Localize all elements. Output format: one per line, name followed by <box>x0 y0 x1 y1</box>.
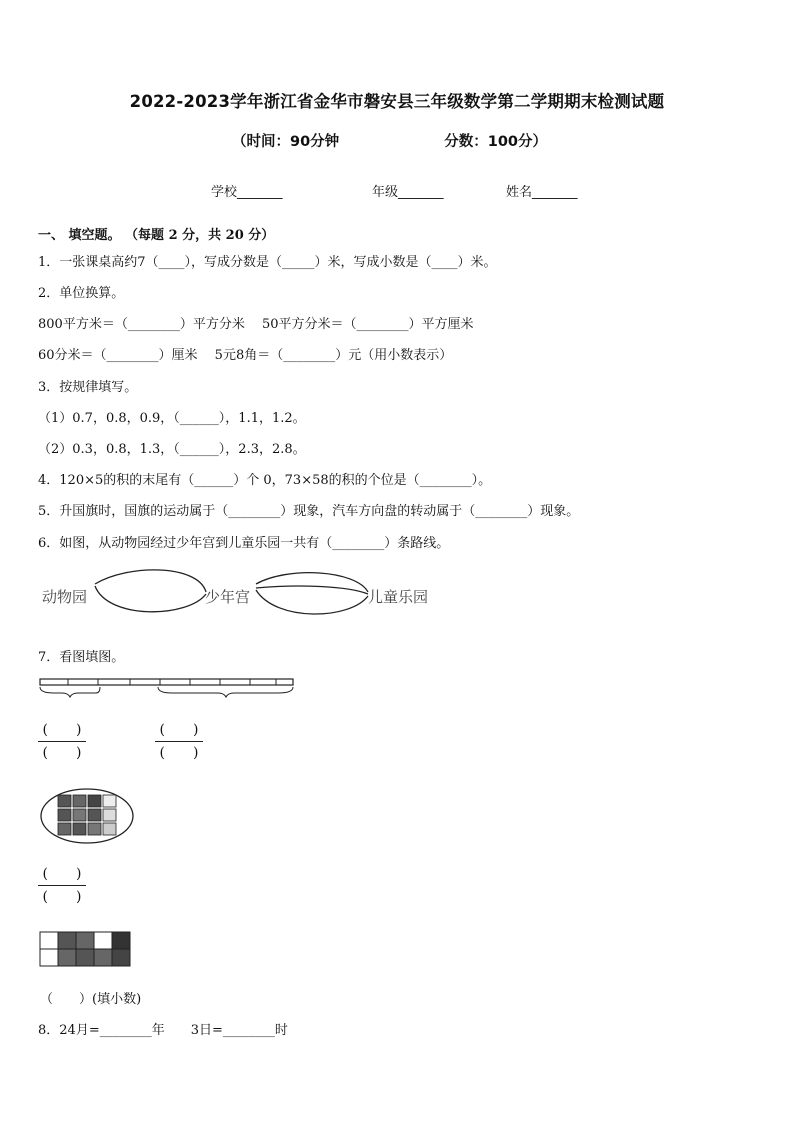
score-label: 分数：100分） <box>444 134 548 150</box>
ellipse-grid-figure <box>38 786 136 846</box>
route-diagram <box>38 562 458 626</box>
left-brace <box>40 687 100 697</box>
right-brace <box>158 687 293 697</box>
question-3-title: 3．按规律填写。 <box>38 380 138 395</box>
question-8: 8．24月=________年 3日=________时 <box>38 1023 288 1038</box>
denominator-blank: ( ) <box>42 889 82 905</box>
denominator-blank: ( ) <box>159 745 199 761</box>
fraction-bar <box>155 741 203 742</box>
decimal-answer-blank: （ ）(填小数) <box>40 992 142 1007</box>
numerator-blank: ( ) <box>159 722 199 738</box>
numerator-blank: ( ) <box>42 722 82 738</box>
shaded-grid-figure <box>38 930 138 970</box>
question-2-title: 2．单位换算。 <box>38 286 125 301</box>
name-field: 姓名_______ <box>506 185 578 200</box>
school-field: 学校_______ <box>211 185 283 200</box>
denominator-blank: ( ) <box>42 745 82 761</box>
question-7: 7．看图填图。 <box>38 650 125 665</box>
place-playground: 儿童乐园 <box>368 588 429 606</box>
segment-bar <box>40 679 293 685</box>
fraction-bar <box>38 885 86 886</box>
fraction-blank-3 <box>38 864 86 907</box>
fraction-blank-1 <box>38 720 86 763</box>
question-3-line-1: （1）0.7，0.8，0.9，（______），1.1，1.2。 <box>38 411 306 426</box>
question-2-line-2: 60分米＝（________）厘米 5元8角＝（________）元（用小数表示） <box>38 348 453 363</box>
fraction-bar <box>38 741 86 742</box>
time-label: （时间：90分钟 <box>232 134 340 150</box>
exam-meta <box>232 130 547 151</box>
question-4: 4．120×5的积的末尾有（______）个 0，73×58的积的个位是（________）。 <box>38 473 492 488</box>
numerator-blank: ( ) <box>42 866 82 882</box>
place-youth-palace: 少年宫 <box>205 588 251 606</box>
grade-field: 年级_______ <box>372 185 444 200</box>
page-title: 2022-2023学年浙江省金华市磐安县三年级数学第二学期期末检测试题 <box>129 92 665 111</box>
question-2-line-1: 800平方米＝（________）平方分米 50平方分米＝（________）平方厘米 <box>38 317 474 332</box>
question-3-line-2: （2）0.3，0.8，1.3，（______），2.3，2.8。 <box>38 442 306 457</box>
question-6: 6．如图，从动物园经过少年宫到儿童乐园一共有（________）条路线。 <box>38 536 450 551</box>
place-zoo: 动物园 <box>42 588 88 606</box>
segment-bar-figure <box>38 676 298 698</box>
fraction-blank-2 <box>155 720 203 763</box>
question-1: 1．一张课桌高约7（____），写成分数是（_____）米，写成小数是（____）米。 <box>38 255 497 270</box>
section-heading: 一、 填空题。 （每题 2 分，共 20 分） <box>38 228 275 243</box>
question-5: 5．升国旗时，国旗的运动属于（________）现象，汽车方向盘的转动属于（________）现象。 <box>38 504 580 519</box>
